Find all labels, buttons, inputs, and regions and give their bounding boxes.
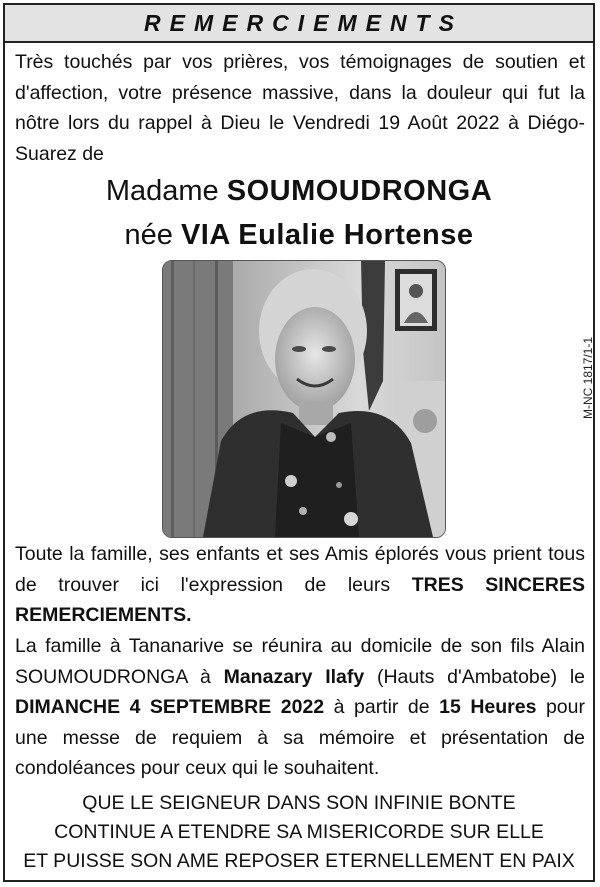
title-prefix: Madame [105, 175, 219, 207]
closing-line-3: ET PUISSE SON AME REPOSER ETERNELLEMENT EN PAIX [23, 850, 575, 872]
maiden-name: VIA Eulalie Hortense [180, 219, 474, 251]
gathering-text-3: à partir de [333, 696, 430, 718]
maiden-name-line [5, 215, 593, 255]
intro-paragraph: Très touchés par vos prières, vos témoignages de soutien et d'affection, votre présence massive, dans la douleur qui fut la nôtre lors du rappel à Dieu le Vendredi 19 Août 2022 à Diégo-Suarez de [15, 51, 585, 165]
gathering-place: Manazary Ilafy [223, 665, 365, 688]
portrait-photo [162, 260, 446, 538]
gathering-time: 15 Heures [439, 696, 537, 718]
gathering-text-4: pour une messe de requiem à sa mémoire et présentation de condoléances pour ceux qui le souhaitent. [15, 696, 585, 779]
obituary-notice [3, 3, 595, 882]
nee-prefix: née [124, 219, 173, 251]
closing-line-2: CONTINUE A ETENDRE SA MISERICORDE SUR ELLE [54, 821, 544, 843]
gathering-paragraph [15, 631, 585, 784]
deceased-name-line [5, 171, 593, 211]
thanks-emphasis: TRES SINCERES REMERCIEMENTS. [15, 573, 585, 626]
thanks-text: Toute la famille, ses enfants et ses Amis éplorés vous prient tous de trouver ici l'expression de leurs [15, 543, 585, 596]
reference-code: M-NC 1817/1-1 [581, 336, 595, 420]
surname: SOUMOUDRONGA [226, 175, 493, 207]
closing-prayer [5, 789, 593, 876]
header-title: REMERCIEMENTS [144, 9, 463, 36]
gathering-text-1: La famille à Tananarive se réunira au domicile de son fils Alain SOUMOUDRONGA à [15, 635, 585, 688]
closing-line-1: QUE LE SEIGNEUR DANS SON INFINIE BONTE [82, 792, 516, 814]
gathering-text-2: (Hauts d'Ambatobe) le [376, 665, 586, 688]
gathering-date: DIMANCHE 4 SEPTEMBRE 2022 [15, 696, 325, 718]
header-banner [5, 5, 593, 43]
thanks-paragraph [15, 539, 585, 631]
